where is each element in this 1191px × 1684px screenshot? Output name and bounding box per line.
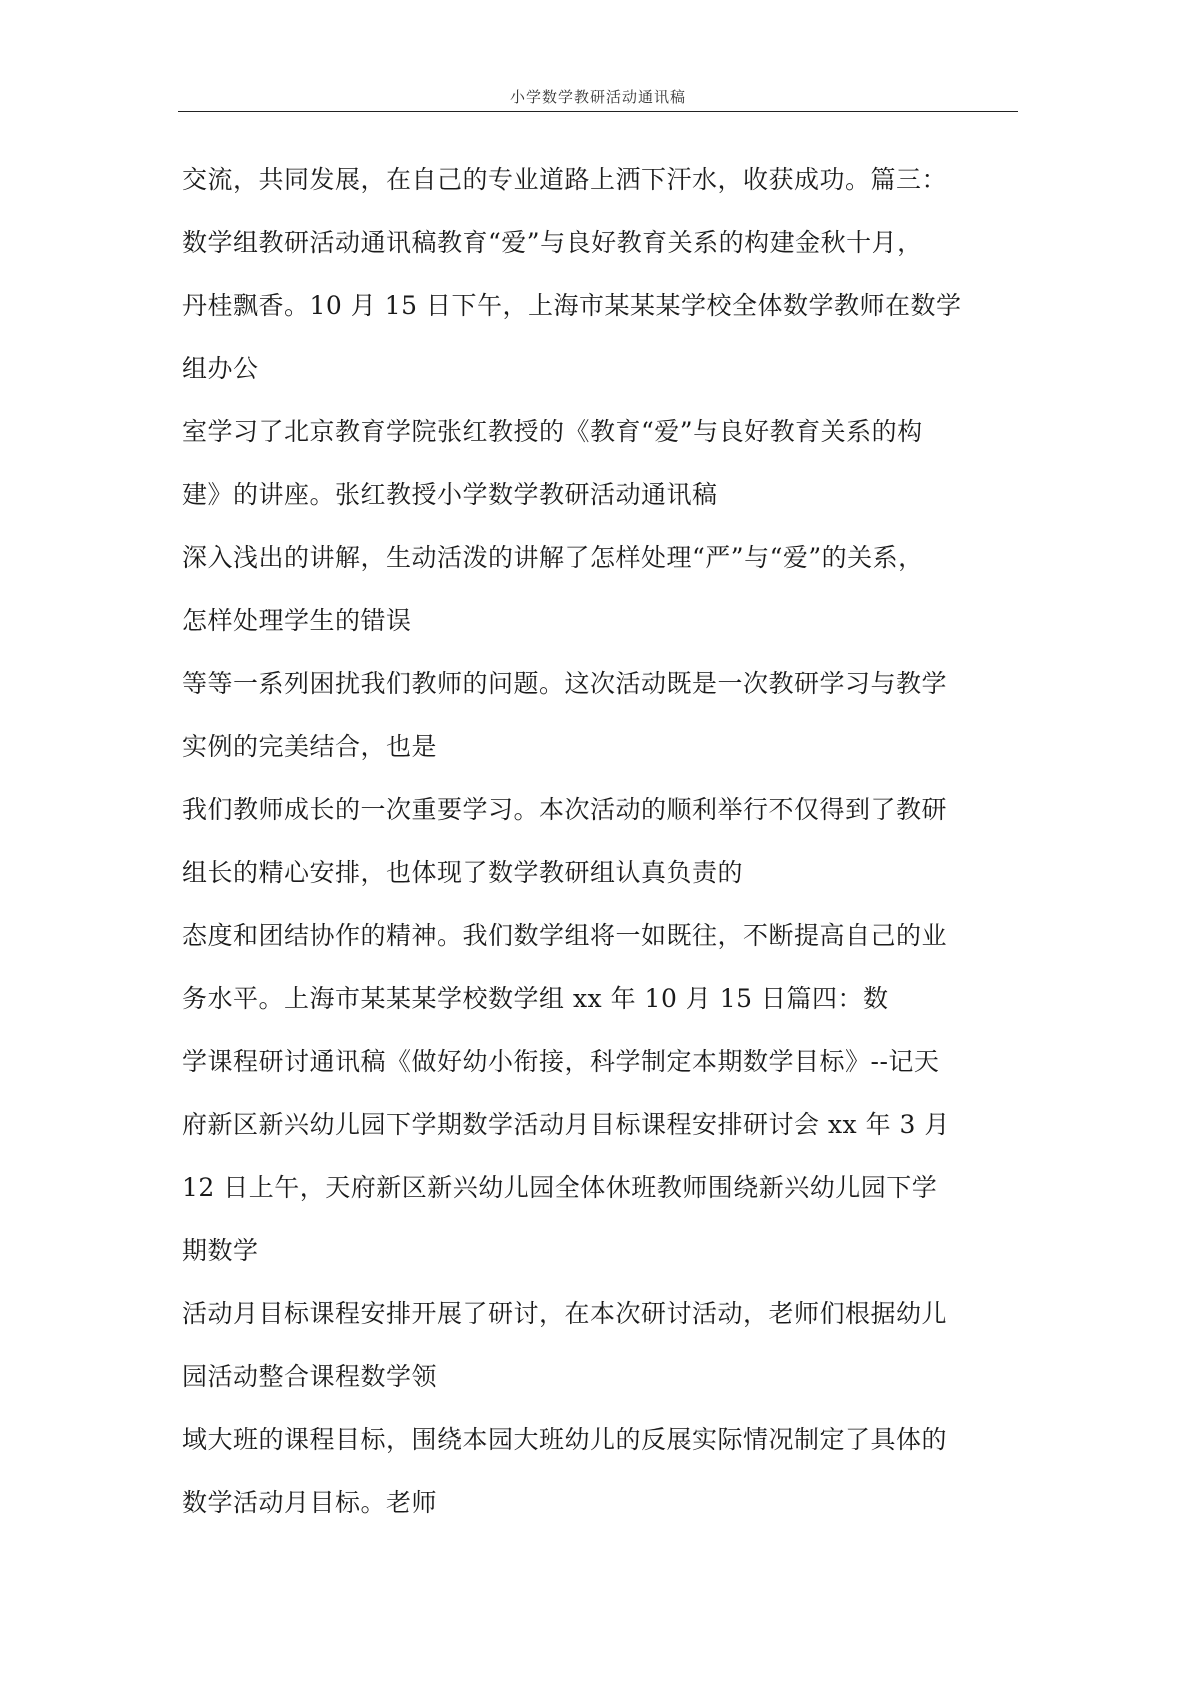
text-line: 态度和团结协作的精神。我们数学组将一如既往，不断提高自己的业 xyxy=(182,921,948,950)
text-line: 务水平。上海市某某某学校数学组 xx 年 10 月 15 日篇四：数 xyxy=(182,984,889,1013)
text-line: 丹桂飘香。10 月 15 日下午，上海市某某某学校全体数学教师在数学 xyxy=(182,291,962,320)
text-line: 数学活动月目标。老师 xyxy=(182,1488,438,1517)
text-line: 我们教师成长的一次重要学习。本次活动的顺利举行不仅得到了教研 xyxy=(182,795,948,824)
header-rule xyxy=(178,111,1018,112)
text-line: 深入浅出的讲解，生动活泼的讲解了怎样处理“严”与“爱”的关系， xyxy=(182,543,924,572)
text-line: 怎样处理学生的错误 xyxy=(182,606,412,635)
running-header: 小学数学教研活动通讯稿 xyxy=(509,88,686,106)
text-line: 12 日上午，天府新区新兴幼儿园全体休班教师围绕新兴幼儿园下学 xyxy=(182,1173,938,1202)
text-line: 室学习了北京教育学院张红教授的《教育“爱”与良好教育关系的构 xyxy=(182,417,923,446)
text-line: 活动月目标课程安排开展了研讨，在本次研讨活动，老师们根据幼儿 xyxy=(182,1299,948,1328)
text-line: 建》的讲座。张红教授小学数学教研活动通讯稿 xyxy=(182,480,718,509)
text-line: 等等一系列困扰我们教师的问题。这次活动既是一次教研学习与教学 xyxy=(182,669,948,698)
text-line: 域大班的课程目标，围绕本园大班幼儿的反展实际情况制定了具体的 xyxy=(182,1425,948,1454)
text-line: 园活动整合课程数学领 xyxy=(182,1362,438,1391)
body-text xyxy=(182,148,1016,1534)
text-line: 数学组教研活动通讯稿教育“爱”与良好教育关系的构建金秋十月， xyxy=(182,228,923,257)
text-line: 实例的完美结合，也是 xyxy=(182,732,438,761)
text-line: 期数学 xyxy=(182,1236,259,1265)
text-line: 府新区新兴幼儿园下学期数学活动月目标课程安排研讨会 xx 年 3 月 xyxy=(182,1110,950,1139)
text-line: 学课程研讨通讯稿《做好幼小衔接，科学制定本期数学目标》--记天 xyxy=(182,1047,940,1076)
text-line: 交流，共同发展，在自己的专业道路上洒下汗水，收获成功。篇三： xyxy=(182,165,948,194)
text-line: 组办公 xyxy=(182,354,259,383)
text-line: 组长的精心安排，也体现了数学教研组认真负责的 xyxy=(182,858,744,887)
